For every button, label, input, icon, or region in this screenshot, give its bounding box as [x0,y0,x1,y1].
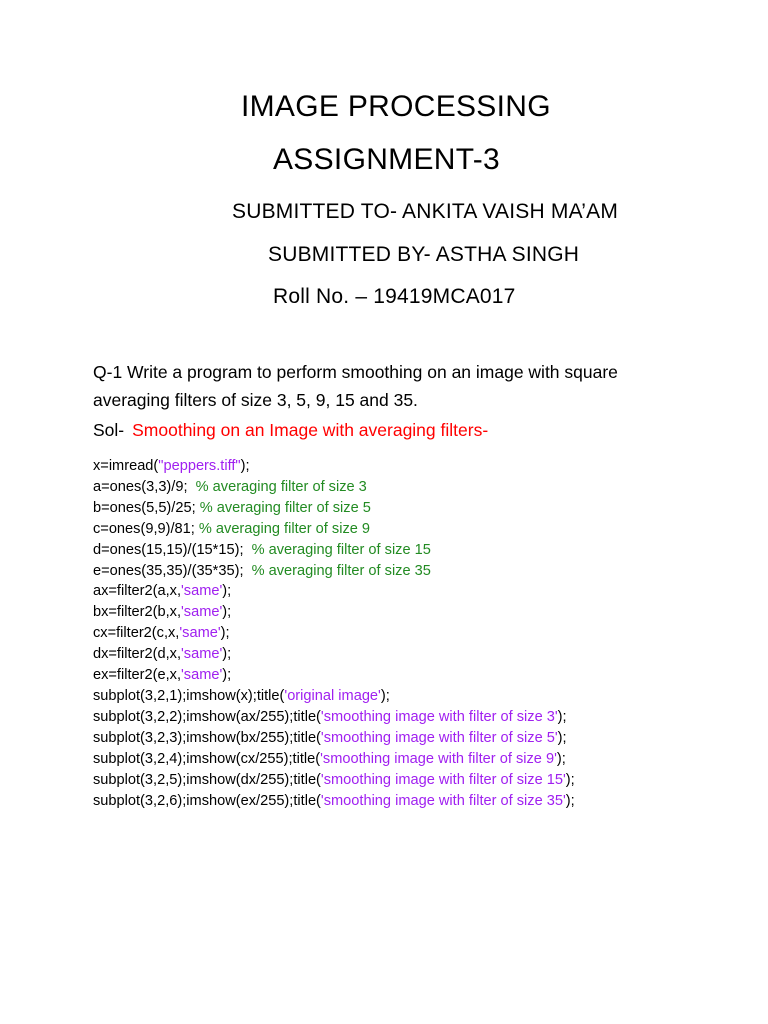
code-text: ); [220,625,230,642]
code-line [93,749,575,770]
code-line [93,728,575,749]
code-line [93,707,575,728]
code-string: 'same' [181,583,223,600]
code-line [93,477,575,498]
code-string: 'same' [181,604,223,621]
code-text: subplot(3,2,4);imshow(cx/255);title( [93,750,321,767]
roll-number: Roll No. – 19419MCA017 [273,285,516,308]
code-line [93,561,575,582]
submitted-by: SUBMITTED BY- ASTHA SINGH [268,243,580,266]
submitted-to: SUBMITTED TO- ANKITA VAISH MA’AM [232,200,619,223]
code-comment: % averaging filter of size 5 [199,499,371,516]
code-line [93,519,575,540]
code-comment: % averaging filter of size 35 [251,562,431,579]
code-string: 'same' [181,667,223,684]
code-line [93,644,575,665]
code-text: ax=filter2(a,x, [93,583,182,600]
code-line [93,665,575,686]
solution-title: Smoothing on an Image with averaging filters- [132,420,489,440]
code-string: 'same' [179,625,221,642]
code-text: subplot(3,2,3);imshow(bx/255);title( [93,729,321,746]
code-line [93,581,575,602]
document-title: IMAGE PROCESSING [241,90,551,123]
code-text: ); [222,667,232,684]
code-text: bx=filter2(b,x, [93,604,182,621]
code-comment: % averaging filter of size 9 [198,520,371,537]
code-comment: % averaging filter of size 15 [251,541,431,558]
code-line [93,456,575,477]
code-text: ); [556,750,566,767]
code-text: ); [222,583,232,600]
code-text: subplot(3,2,2);imshow(ax/255);title( [93,708,321,725]
code-string: 'original image' [284,687,381,704]
code-text: ); [222,646,232,663]
code-text: ); [240,458,250,474]
code-text: x=imread( [93,458,159,474]
code-comment: % averaging filter of size 3 [195,478,367,495]
code-text: a=ones(3,3)/9; [93,478,196,495]
code-string: 'smoothing image with filter of size 15' [320,771,566,788]
code-text: subplot(3,2,6);imshow(ex/255);title( [93,792,321,809]
code-line [93,540,575,561]
code-text: b=ones(5,5)/25; [93,499,200,516]
code-text: cx=filter2(c,x, [93,625,180,642]
code-line [93,686,575,707]
code-text: ); [565,792,575,809]
code-string: 'smoothing image with filter of size 5' [320,729,558,746]
code-line [93,770,575,791]
code-text: ); [557,729,567,746]
solution-label: Sol- [93,420,125,440]
code-line [93,498,575,519]
code-line [93,623,575,644]
code-text: ); [380,687,390,704]
code-string: 'smoothing image with filter of size 35' [320,792,566,809]
code-string: "peppers.tiff" [158,458,241,474]
code-text: ); [565,771,575,788]
assignment-number: ASSIGNMENT-3 [273,143,500,176]
code-text: dx=filter2(d,x, [93,646,182,663]
question-text: Q-1 Write a program to perform smoothing on an image with square averaging filters of size 3, 5, 9, 15 and 35. [93,362,618,410]
code-block [93,456,575,811]
code-string: 'same' [181,646,223,663]
code-text: e=ones(35,35)/(35*35); [93,562,252,579]
code-line [93,602,575,623]
code-text: ex=filter2(e,x, [93,667,182,684]
code-text: c=ones(9,9)/81; [93,520,199,537]
code-text: subplot(3,2,1);imshow(x);title( [93,687,285,704]
code-text: ); [222,604,232,621]
code-string: 'smoothing image with filter of size 3' [320,708,558,725]
code-text: subplot(3,2,5);imshow(dx/255);title( [93,771,321,788]
code-line [93,791,575,812]
code-text: ); [557,708,567,725]
code-text: d=ones(15,15)/(15*15); [93,541,252,558]
solution-heading [93,420,488,441]
code-string: 'smoothing image with filter of size 9' [320,750,557,767]
